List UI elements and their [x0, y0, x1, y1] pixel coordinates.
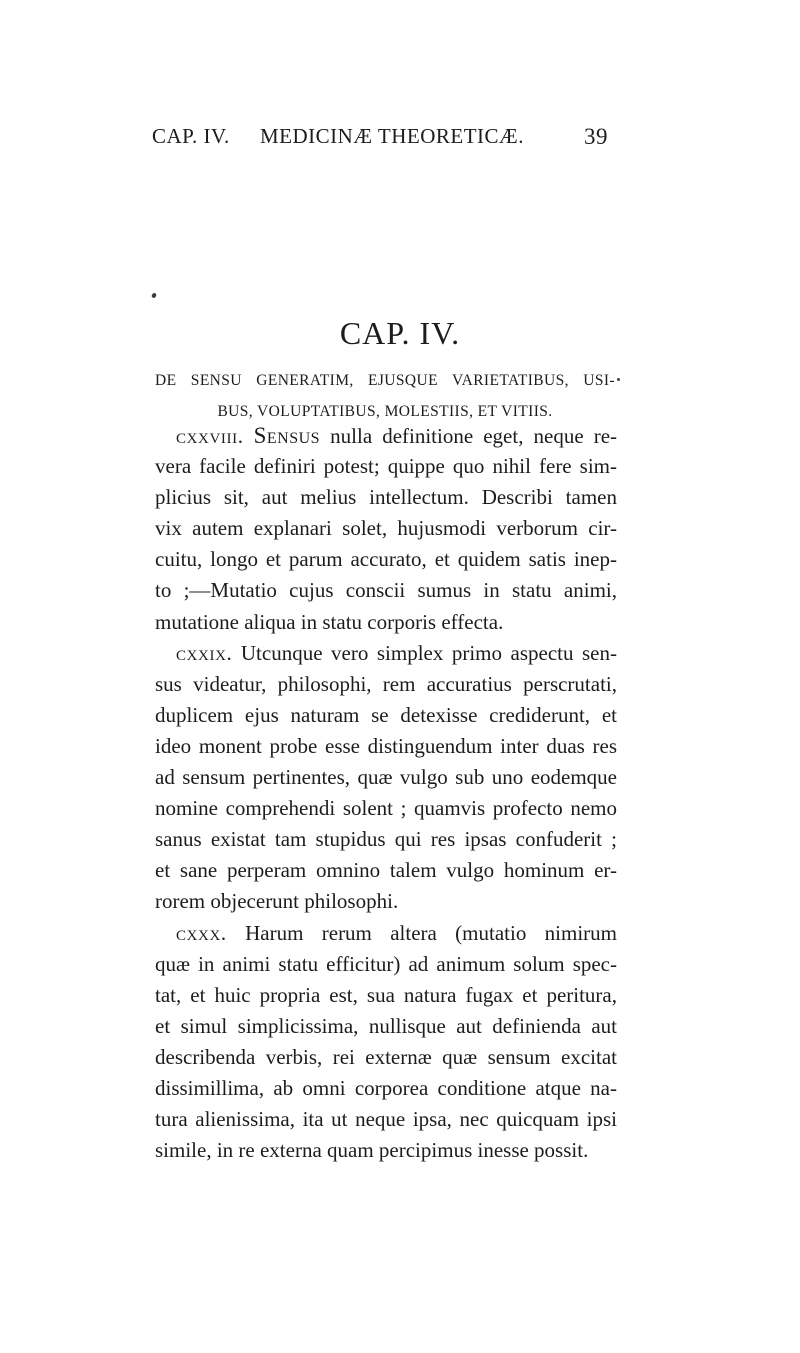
subtitle-line: BUS, VOLUPTATIBUS, MOLESTIIS, ET VITIIS.: [217, 403, 553, 421]
paragraph-line: simile, in re externa quam percipimus inesse possit.: [155, 1138, 589, 1163]
paragraph-text: Utcunque vero simplex primo aspectu sen-: [240, 640, 617, 665]
chapter-title: CAP. IV.: [339, 315, 461, 351]
paragraph-line: [155, 638, 617, 669]
paragraph-line: ideo monent probe esse distinguendum inter duas res: [155, 733, 617, 758]
paragraph-line: quæ in animi statu efficitur) ad animum solum spec-: [155, 951, 617, 976]
running-head-title: MEDICINÆ THEORETICÆ.: [260, 124, 524, 148]
paragraph-line: sus videatur, philosophi, rem accuratius perscrutati,: [155, 671, 617, 696]
section-number: cxxix.: [176, 640, 233, 665]
paragraph-line: vix autem explanari solet, hujusmodi verborum cir-: [155, 516, 617, 541]
running-head-chapter: CAP. IV.: [152, 124, 230, 148]
running-head: [152, 124, 608, 154]
paragraph-line: dissimillima, ab omni corporea conditione atque na-: [155, 1075, 617, 1100]
paragraph-line: tat, et huic propria est, sua natura fugax et peritura,: [155, 982, 617, 1007]
subtitle-line: DE SENSU GENERATIM, EJUSQUE VARIETATIBUS, USI-: [155, 372, 615, 389]
paragraph-line: tura alienissima, ita ut neque ipsa, nec quicquam ipsi: [155, 1107, 617, 1132]
paragraph-line: [155, 918, 617, 949]
paragraph-line: mutatione aliqua in statu corporis effecta.: [155, 609, 504, 634]
section-number: cxxviii.: [176, 424, 244, 448]
ink-speck: [617, 378, 620, 381]
paragraph-line: nomine comprehendi solent ; quamvis profecto nemo: [155, 796, 617, 821]
paragraph-line: describenda verbis, rei externæ quæ sensum excitat: [155, 1044, 617, 1069]
ink-speck: [151, 292, 157, 298]
paragraph-line: [155, 420, 617, 451]
paragraph-line: vera facile definiri potest; quippe quo nihil fere sim-: [155, 454, 617, 479]
paragraph-line: ad sensum pertinentes, quæ vulgo sub uno eodemque: [155, 765, 617, 790]
page-number: 39: [584, 124, 608, 149]
paragraph-line: rorem objecerunt philosophi.: [155, 889, 399, 914]
paragraph-line: to ;—Mutatio cujus conscii sumus in statu animi,: [155, 578, 617, 603]
paragraph-line: et sane perperam omnino talem vulgo hominum er-: [155, 858, 617, 883]
paragraph-text: Harum rerum altera (mutatio nimirum: [245, 920, 617, 945]
paragraph-line: plicius sit, aut melius intellectum. Describi tamen: [155, 485, 617, 510]
paragraph-line: cuitu, longo et parum accurato, et quidem satis inep-: [155, 547, 617, 572]
lead-word: Sensus: [253, 423, 321, 448]
section-number: cxxx.: [176, 920, 227, 945]
paragraph-text: nulla definitione eget, neque re-: [330, 424, 618, 448]
paragraph-line: duplicem ejus naturam se detexisse crediderunt, et: [155, 702, 617, 727]
paragraph-line: et simul simplicissima, nullisque aut definienda aut: [155, 1013, 617, 1038]
body-text: [155, 420, 617, 1166]
paragraph-line: sanus existat tam stupidus qui res ipsas confuderit ;: [155, 827, 617, 852]
